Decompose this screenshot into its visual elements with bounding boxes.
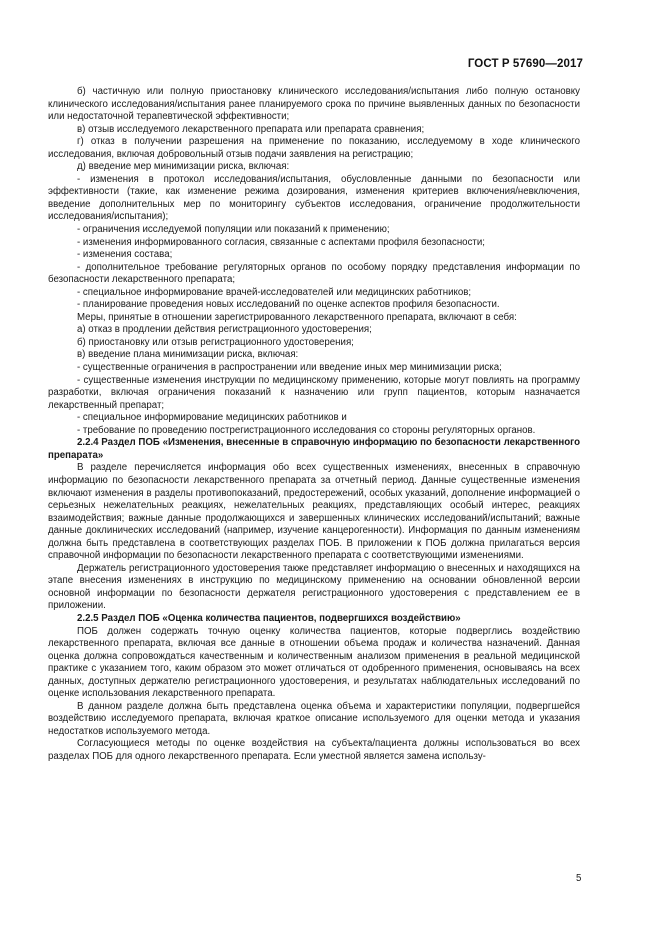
paragraph: Меры, принятые в отношении зарегистрированного лекарственного препарата, включают в себя: bbox=[77, 311, 517, 323]
list-item: - планирование проведения новых исследований по оценке аспектов профиля безопасности. bbox=[77, 299, 500, 311]
paragraph: Держатель регистрационного удостоверения также представляет информацию о внесенных и находящихся на этапе внесения изменениях в инструкцию по медицинскому применению на основании обновленной версии основной информации по безопасности держателя регистрационного удостоверения с представлением ее в приложении. bbox=[48, 562, 580, 612]
list-item: - дополнительное требование регуляторных органов по особому порядку представления информации по безопасности лекарственного препарата; bbox=[48, 261, 580, 286]
paragraph: В данном разделе должна быть представлена оценка объема и характеристики популяции, подвергшейся воздействию исследуемого препарата, включая краткое описание используемого для оценки метода и указания недостатков используемого метода. bbox=[48, 700, 580, 737]
document-body bbox=[48, 86, 580, 764]
list-item: - специальное информирование медицинских работников и bbox=[77, 412, 347, 424]
list-item: - специальное информирование врачей-исследователей или медицинских работников; bbox=[77, 286, 472, 298]
list-item: - изменения в протокол исследования/испытания, обусловленные данными по безопасности или эффективности (такие, как изменение режима дозирования, изменения критериев включения/невключения, введение дополнительных мер по мониторингу субъектов исследования, ограничение продолжительности исследования/испытания); bbox=[48, 173, 580, 223]
paragraph: Согласующиеся методы по оценке воздействия на субъекта/пациента должны использоваться во всех разделах ПОБ для одного лекарственного препарата. Если уместной является замена использу- bbox=[48, 738, 580, 762]
page-number: 5 bbox=[576, 873, 582, 884]
standard-header: ГОСТ Р 57690—2017 bbox=[467, 58, 583, 70]
paragraph: в) введение плана минимизации риска, включая: bbox=[77, 349, 299, 361]
paragraph: д) введение мер минимизации риска, включая: bbox=[77, 161, 290, 173]
list-item: - ограничения исследуемой популяции или показаний к применению; bbox=[77, 224, 390, 236]
paragraph: б) частичную или полную приостановку клинического исследования/испытания либо полную остановку клинического исследования/испытания ранее планируемого срока по причине выявленных данных по безопасности или недостаточной терапевтической эффективности; bbox=[48, 86, 580, 123]
section-heading: 2.2.5 Раздел ПОБ «Оценка количества пациентов, подвергшихся воздействию» bbox=[77, 612, 461, 624]
list-item: - изменения информированного согласия, связанные с аспектами профиля безопасности; bbox=[77, 236, 485, 248]
paragraph: г) отказ в получении разрешения на применение по показанию, исследуемому в ходе клинического исследования, включая добровольный отзыв подачи заявления на регистрацию; bbox=[48, 136, 580, 160]
paragraph: В разделе перечисляется информация обо всех существенных изменениях, внесенных в справочную информацию по безопасности лекарственного препарата за отчетный период. Данные существенные изменения включают изменения в разделы противопоказаний, предостережений, особых указаний, дополнение информацией о серьезных нежелательных реакциях, нежелательных реакциях, представляющих особый интерес, реакциях взаимодействия; важные данные продолжающихся и завершенных клинических исследований/испытаний; важные данные доклинических исследований (например, изучение канцерогенности). Информация по данным изменениям должна быть представлена в соответствующих разделах ПОБ. В приложении к ПОБ должна прилагаться версия справочной информации по безопасности лекарственного препарата с соответствующими изменениями. bbox=[48, 462, 580, 562]
list-item: - существенные ограничения в распространении или введение иных мер минимизации риска; bbox=[77, 362, 502, 374]
paragraph: в) отзыв исследуемого лекарственного препарата или препарата сравнения; bbox=[77, 123, 425, 135]
list-item: - изменения состава; bbox=[77, 249, 173, 261]
section-heading: 2.2.4 Раздел ПОБ «Изменения, внесенные в справочную информацию по безопасности лекарственного препарата» bbox=[48, 437, 580, 461]
paragraph: ПОБ должен содержать точную оценку количества пациентов, которые подверглись воздействию лекарственного препарата, включая все данные в отношении объема продаж и количества назначений. Данная оценка должна сопровождаться качественным и количественным анализом применения в реальной медицинской практике с указанием того, каким образом это может отличаться от одобренного применения, основываясь на всех данных, доступных держателю регистрационного удостоверения, и результатах наблюдательных исследований по оценке использования лекарственного препарата. bbox=[48, 625, 580, 700]
paragraph: б) приостановку или отзыв регистрационного удостоверения; bbox=[77, 336, 354, 348]
list-item: - требование по проведению пострегистрационного исследования со стороны регуляторных органов. bbox=[77, 424, 536, 436]
list-item: - существенные изменения инструкции по медицинскому применению, которые могут повлиять на программу разработки, включая ограничения показаний к назначению или групп пациентов, которым назначается лекарственный препарат; bbox=[48, 374, 580, 411]
paragraph: а) отказ в продлении действия регистрационного удостоверения; bbox=[77, 324, 372, 336]
